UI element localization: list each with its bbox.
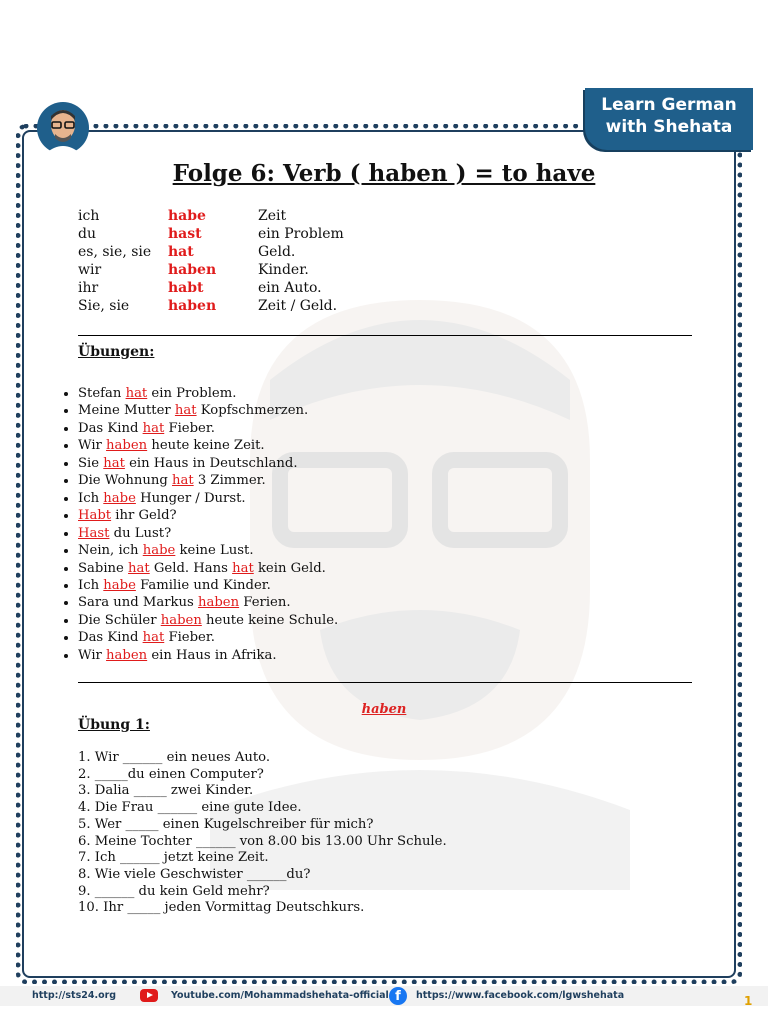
exercises-heading: Übungen: xyxy=(78,344,155,360)
verb-form: habe xyxy=(168,208,206,224)
sentence-start: Ich xyxy=(78,490,104,506)
list-item: 1. Wir ______ ein neues Auto. xyxy=(78,750,271,765)
pronoun: es, sie, sie xyxy=(78,244,152,260)
sentence-start: Nein, ich xyxy=(78,543,143,559)
verb-form: hat xyxy=(103,455,125,471)
verb-form: habt xyxy=(168,280,204,296)
example-sentences xyxy=(58,385,698,664)
sentence-end: keine Lust. xyxy=(175,543,254,559)
list-item xyxy=(78,385,698,402)
verb-form: habe xyxy=(103,490,136,506)
list-item xyxy=(78,490,698,507)
list-item: 6. Meine Tochter ______ von 8.00 bis 13.00 Uhr Schule. xyxy=(78,833,447,849)
list-item xyxy=(78,560,698,577)
sentence-end: ein Problem. xyxy=(147,386,237,401)
sentence-end: Fieber. xyxy=(164,420,215,436)
brand-line2: with Shehata xyxy=(605,117,733,137)
verb-form: haben xyxy=(106,438,148,454)
page-number: 1 xyxy=(744,994,753,1008)
sentence-start: Das Kind xyxy=(78,420,143,436)
verb-form: habe xyxy=(103,577,136,593)
divider xyxy=(78,335,692,336)
sentence-start: Stefan xyxy=(78,386,126,401)
sentence-start: Wir xyxy=(78,438,107,454)
object: Geld. xyxy=(258,244,296,260)
pronoun: wir xyxy=(78,262,102,278)
sentence-end: Ferien. xyxy=(239,595,291,611)
sentence-end: heute keine Schule. xyxy=(201,612,339,628)
object: Zeit xyxy=(258,208,287,224)
verb-form: hat xyxy=(232,560,254,576)
object: ein Problem xyxy=(258,226,344,242)
website-link[interactable]: http://sts24.org xyxy=(32,990,117,1001)
list-item xyxy=(78,542,698,559)
sentence-end: kein Geld. xyxy=(253,560,326,576)
list-item: 5. Wer _____ einen Kugelschreiber für mich? xyxy=(78,816,374,832)
brand-badge xyxy=(585,88,753,150)
verb-form: haben xyxy=(160,612,202,628)
pronoun: ich xyxy=(78,208,100,224)
sentence-end: Hunger / Durst. xyxy=(135,490,246,506)
verb-form: hat xyxy=(125,386,148,401)
verb-form: Habt xyxy=(78,508,112,524)
sentence-end: ein Haus in Deutschland. xyxy=(124,455,298,471)
pronoun: ihr xyxy=(78,280,99,296)
author-avatar xyxy=(31,98,95,154)
list-item xyxy=(78,402,698,419)
object: Zeit / Geld. xyxy=(258,298,338,314)
verb-form: hast xyxy=(168,226,202,242)
verb-form: habe xyxy=(142,543,176,559)
verb-form: hat xyxy=(168,244,194,260)
pronoun: Sie, sie xyxy=(78,298,130,314)
verb-form: hat xyxy=(128,560,150,576)
list-item: 4. Die Frau ______ eine gute Idee. xyxy=(78,800,302,816)
sentence-end: 3 Zimmer. xyxy=(193,473,266,489)
object: ein Auto. xyxy=(258,280,322,296)
list-item xyxy=(78,629,698,646)
sentence-end: ihr Geld? xyxy=(111,508,177,524)
sentence-end: Kopfschmerzen. xyxy=(196,403,309,419)
list-item: 8. Wie viele Geschwister ______du? xyxy=(78,866,311,882)
list-item: 7. Ich ______ jetzt keine Zeit. xyxy=(78,850,269,866)
facebook-icon: f xyxy=(389,987,407,1005)
list-item xyxy=(78,612,698,629)
footer xyxy=(0,986,768,1006)
list-item: 10. Ihr _____ jeden Vormittag Deutschkurs. xyxy=(78,900,365,916)
list-item xyxy=(78,420,698,437)
exercise1-heading: Übung 1: xyxy=(78,717,150,733)
list-item xyxy=(78,577,698,594)
sentence-start: Wir xyxy=(78,647,107,663)
sentence-start: Meine Mutter xyxy=(78,403,175,419)
object: Kinder. xyxy=(258,262,309,278)
youtube-icon xyxy=(140,989,158,1002)
sentence-middle: Geld. Hans xyxy=(149,560,233,576)
hint-word: haben xyxy=(361,702,407,717)
sentence-end: ein Haus in Afrika. xyxy=(147,647,277,663)
verb-form: haben xyxy=(168,298,217,314)
verb-form: haben xyxy=(106,647,148,663)
list-item: 3. Dalia _____ zwei Kinder. xyxy=(78,783,254,799)
page-title: Folge 6: Verb ( haben ) = to have xyxy=(172,160,596,187)
list-item xyxy=(78,525,698,542)
brand-line1: Learn German xyxy=(601,95,737,115)
sentence-start: Sara und Markus xyxy=(78,595,198,611)
list-item: 2. _____du einen Computer? xyxy=(78,766,264,782)
pronoun: du xyxy=(78,226,96,242)
verb-form: haben xyxy=(198,595,240,611)
sentence-end: Familie und Kinder. xyxy=(135,577,271,593)
list-item xyxy=(78,594,698,611)
youtube-link[interactable]: Youtube.com/Mohammadshehata-official xyxy=(171,990,389,1001)
list-item xyxy=(78,507,698,524)
sentence-start: Ich xyxy=(78,577,104,593)
divider xyxy=(78,682,692,683)
list-item xyxy=(78,647,698,664)
verb-form: Hast xyxy=(78,525,110,541)
sentence-start: Sie xyxy=(78,455,104,471)
facebook-link[interactable]: https://www.facebook.com/lgwshehata xyxy=(416,990,625,1001)
sentence-end: Fieber. xyxy=(164,630,215,646)
exercise1-list xyxy=(78,750,447,917)
sentence-start: Das Kind xyxy=(78,630,143,646)
sentence-start: Die Wohnung xyxy=(78,473,172,489)
list-item: 9. ______ du kein Geld mehr? xyxy=(78,883,270,899)
list-item xyxy=(78,472,698,489)
list-item xyxy=(78,437,698,454)
verb-form: haben xyxy=(168,262,217,278)
verb-form: hat xyxy=(142,420,165,436)
verb-form: hat xyxy=(142,630,165,646)
sentence-end: du Lust? xyxy=(109,525,172,541)
verb-form: hat xyxy=(172,473,194,489)
verb-form: hat xyxy=(174,403,197,419)
sentence-end: heute keine Zeit. xyxy=(147,438,265,454)
sentence-start: Sabine xyxy=(78,560,129,576)
sentence-start: Die Schüler xyxy=(78,612,161,628)
list-item xyxy=(78,455,698,472)
